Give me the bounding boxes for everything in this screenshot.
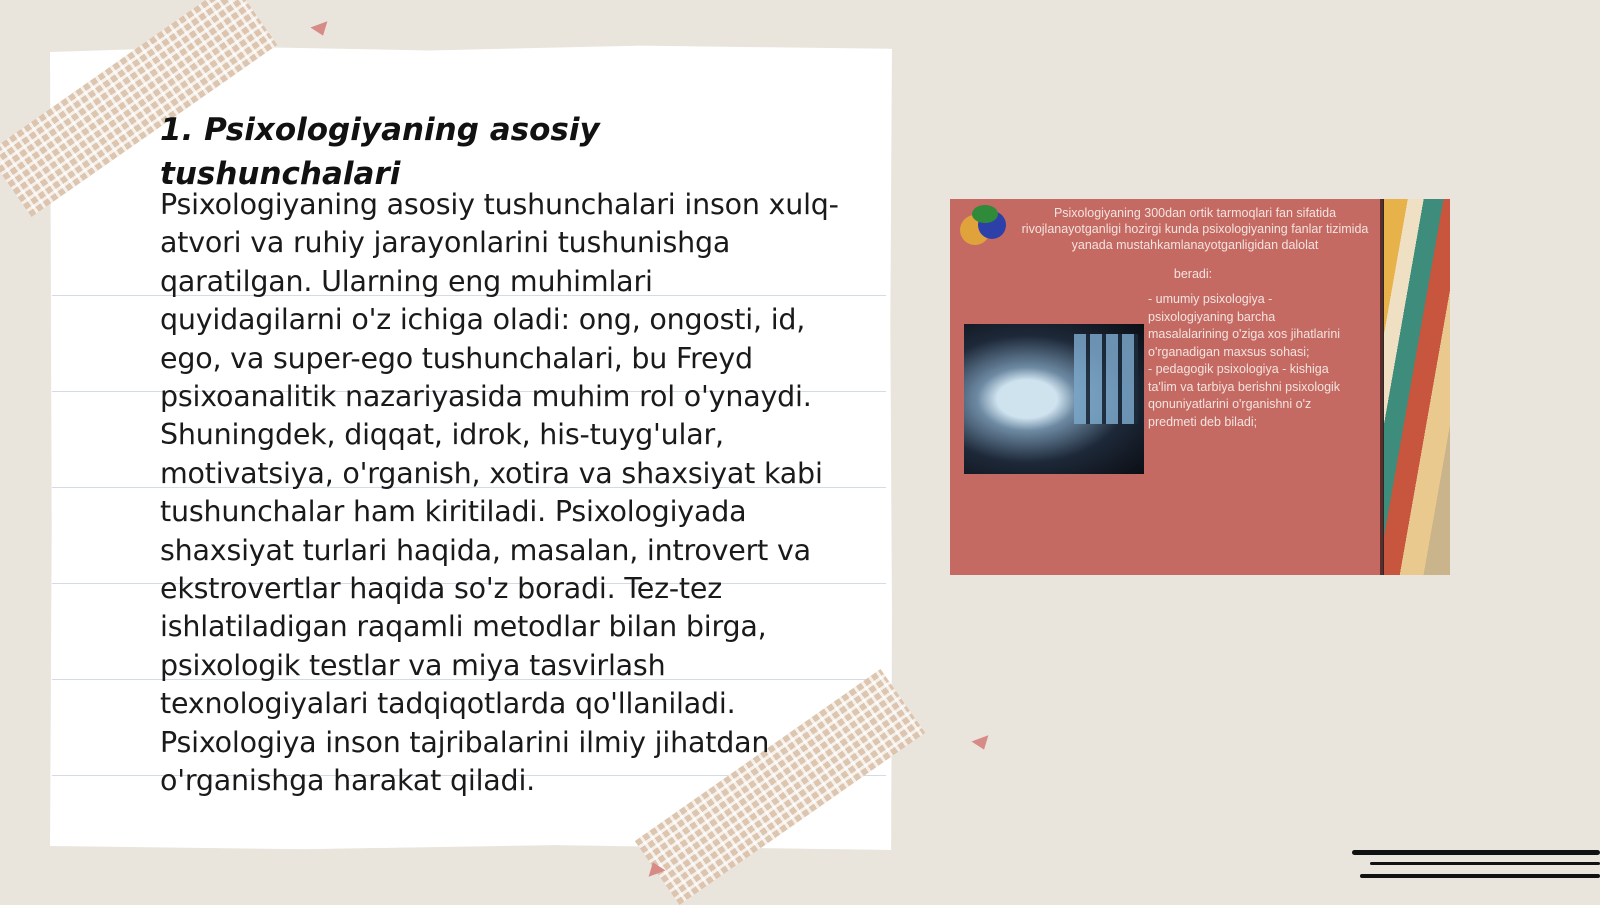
screens-graphic xyxy=(1074,334,1138,424)
image-subheading: beradi: xyxy=(1173,267,1213,281)
decorative-art-strip xyxy=(1384,199,1450,575)
human-head-photo xyxy=(964,324,1144,474)
embedded-slide-image xyxy=(950,199,1450,575)
slide-red-panel xyxy=(950,199,1383,575)
body-paragraph: Psixologiyaning asosiy tushunchalari inson xulq-atvori va ruhiy jarayonlarini tushunishga qaratilgan. Ularning eng muhimlari quyidagilarni o'z ichiga oladi: ong, ongosti, id, ego, va super-ego tushunchalari, bu Freyd psixoanalitik nazariyasida muhim rol o'ynaydi. Shuningdek, diqqat, idrok, his-tuyg'ular, motivatsiya, o'rganish, xotira va shaxsiyat kabi tushunchalar ham kiritiladi. Psixologiyada shaxsiyat turlari haqida, masalan, introvert va ekstrovertlar haqida so'z boradi. Tez-tez ishlatiladigan raqamli metodlar bilan birga, psixologik testlar va miya tasvirlash texnologiyalari tadqiqotlarda qo'llaniladi. Psixologiya inson tajribalarini ilmiy jihatdan o'rganishga harakat qiladi. xyxy=(160,188,839,798)
image-heading: Psixologiyaning 300dan ortik tarmoqlari fan sifatida rivojlanayotganligi hozirgi kunda psixologiyaning fanlar tizimida yanada mustahkamlanayotganligidan dalolat xyxy=(1021,206,1369,252)
image-list-item: - umumiy psixologiya - psixologiyaning barcha masalalarining o'ziga xos jihatlarini o'rganadigan maxsus sohasi; xyxy=(1148,292,1341,359)
slide-title: 1. Psixologiyaning asosiy tushunchalari xyxy=(160,112,600,192)
image-list-item: - pedagogik psixologiya - kishiga ta'lim va tarbiya berishni psixologik qonuniyatlarini o'rganishni o'z predmeti deb biladi; xyxy=(1148,362,1341,429)
pin-marker xyxy=(310,21,331,38)
decorative-lines xyxy=(1350,846,1600,886)
image-list xyxy=(1148,291,1348,431)
circles-logo-icon xyxy=(958,205,1014,251)
pin-marker xyxy=(971,735,992,752)
